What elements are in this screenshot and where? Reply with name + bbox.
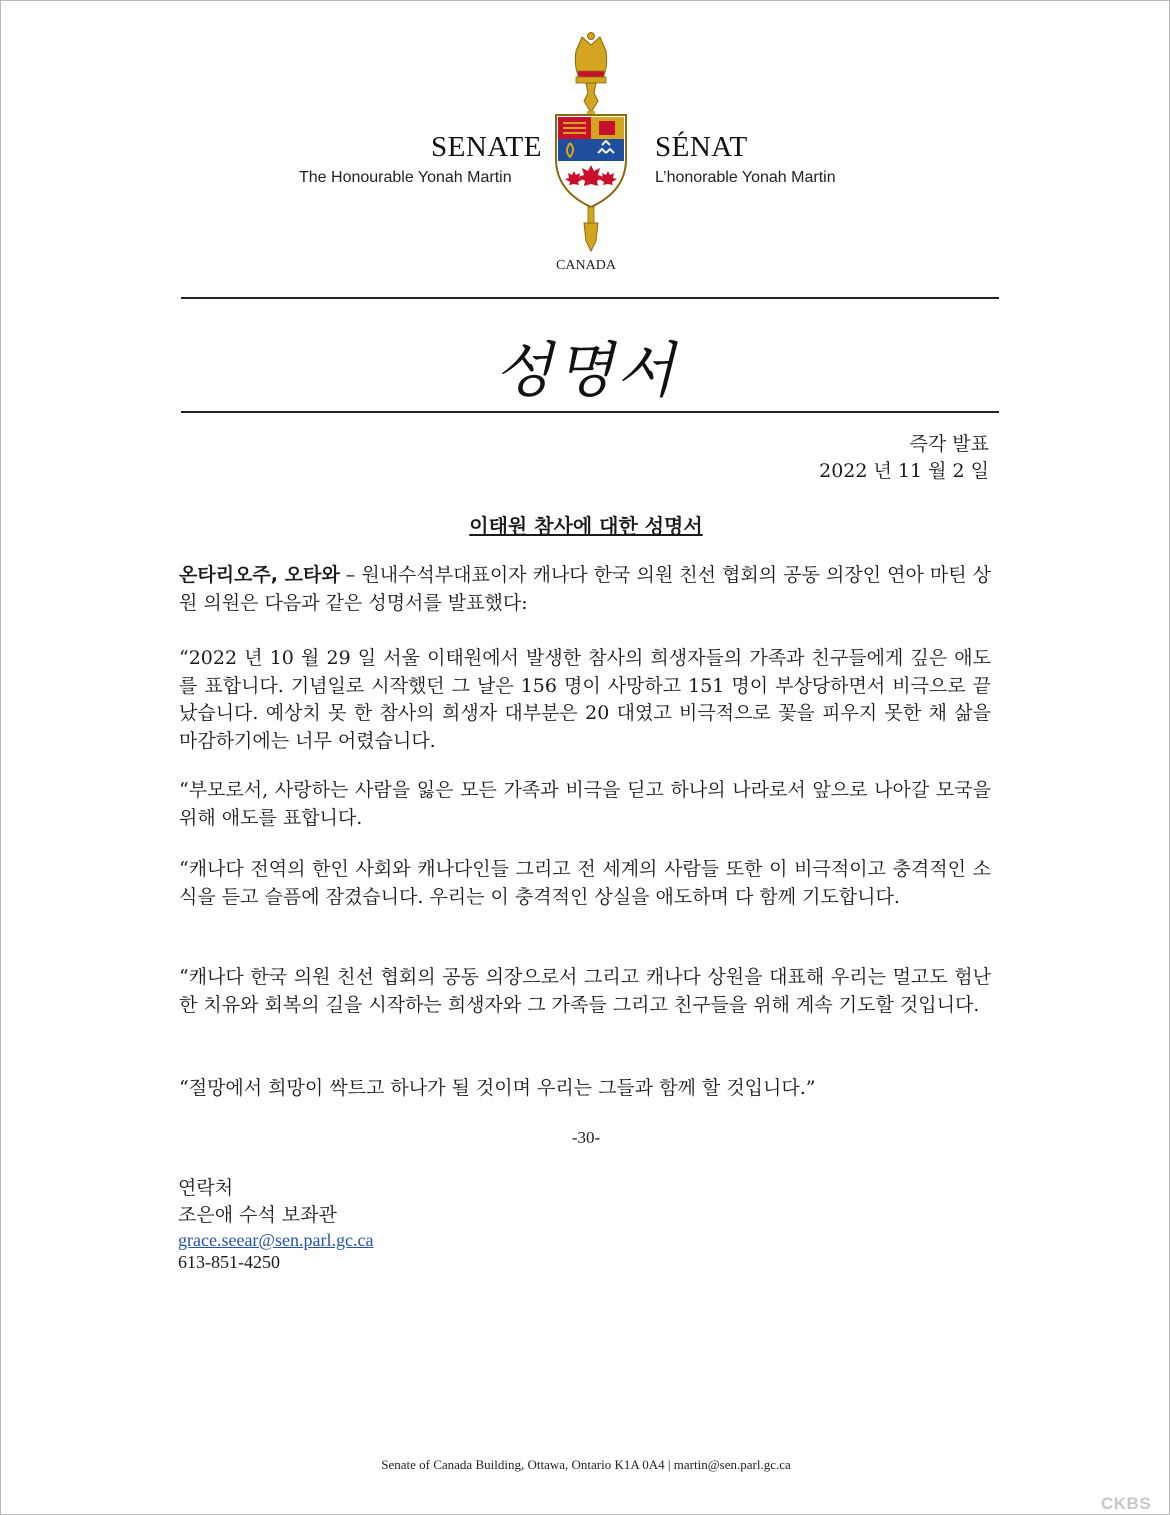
paragraph-5: “절망에서 희망이 싹트고 하나가 될 것이며 우리는 그들과 함께 할 것입니다.” bbox=[179, 1077, 816, 1099]
paragraph-4: “캐나다 한국 의원 친선 협회의 공동 의장으로서 그리고 캐나다 상원을 대표해 우리는 멀고도 험난한 치유와 회복의 길을 시작하는 희생자와 그 가족들 그리고 친구들을 위해 계속 기도할 것입니다. bbox=[179, 966, 991, 1016]
crown-icon bbox=[575, 33, 606, 84]
contact-block bbox=[178, 1175, 373, 1273]
senate-english-label: SENATE bbox=[431, 131, 542, 163]
release-info bbox=[819, 431, 989, 485]
top-divider bbox=[181, 297, 999, 299]
senate-french-label: SÉNAT bbox=[655, 131, 748, 163]
footer-address: Senate of Canada Building, Ottawa, Ontario K1A 0A4 | martin@sen.parl.gc.ca bbox=[381, 1457, 791, 1472]
contact-email-link[interactable]: grace.seear@sen.parl.gc.ca bbox=[178, 1230, 374, 1250]
contact-phone: 613-851-4250 bbox=[178, 1252, 280, 1272]
paragraph-2: “부모로서, 사랑하는 사람을 잃은 모든 가족과 비극을 딛고 하나의 나라로서 앞으로 나아갈 모국을 위해 애도를 표합니다. bbox=[179, 779, 991, 829]
contact-label: 연락처 bbox=[178, 1177, 234, 1199]
release-date: 2022 년 11 월 2 일 bbox=[819, 460, 989, 482]
document-title: 성명서 bbox=[494, 336, 678, 406]
paragraph-3: “캐나다 전역의 한인 사회와 캐나다인들 그리고 전 세계의 사람들 또한 이 비극적이고 충격적인 소식을 듣고 슬픔에 잠겼습니다. 우리는 이 충격적인 상실을 애도하며 다 함께 기도합니다. bbox=[179, 858, 991, 908]
paragraph-1: “2022 년 10 월 29 일 서울 이태원에서 발생한 참사의 희생자들의 가족과 친구들에게 깊은 애도를 표합니다. 기념일로 시작했던 그 날은 156 명이 사망하고 151 명이 부상당하면서 비극으로 끝났습니다. 예상치 못 한 참사의 희생자 대부분은 20 대였고 비극적으로 꽃을 피우지 못한 채 삶을 마감하기에는 너무 어렸습니다. bbox=[179, 647, 991, 752]
dateline: 온타리오주, 오타와 bbox=[179, 564, 340, 586]
senator-name-french: L’honorable Yonah Martin bbox=[655, 169, 836, 186]
senate-crest-icon bbox=[546, 31, 636, 253]
statement-heading: 이태원 참사에 대한 성명서 bbox=[469, 514, 703, 538]
senator-name-english: The Honourable Yonah Martin bbox=[299, 169, 512, 186]
country-label: CANADA bbox=[556, 258, 616, 273]
ckbs-watermark bbox=[1101, 1494, 1151, 1514]
release-type: 즉각 발표 bbox=[909, 433, 989, 455]
lead-text: – 원내수석부대표이자 캐나다 한국 의원 친선 협회의 공동 의장인 연아 마틴 상원 의원은 다음과 같은 성명서를 발표했다: bbox=[179, 564, 991, 614]
watermark-text: CKBS bbox=[1101, 1494, 1152, 1513]
shield-icon bbox=[556, 115, 626, 207]
contact-name: 조은애 수석 보좌관 bbox=[178, 1204, 337, 1226]
lead-paragraph bbox=[179, 562, 991, 617]
end-mark: -30- bbox=[571, 1128, 601, 1147]
bottom-divider bbox=[181, 411, 999, 413]
